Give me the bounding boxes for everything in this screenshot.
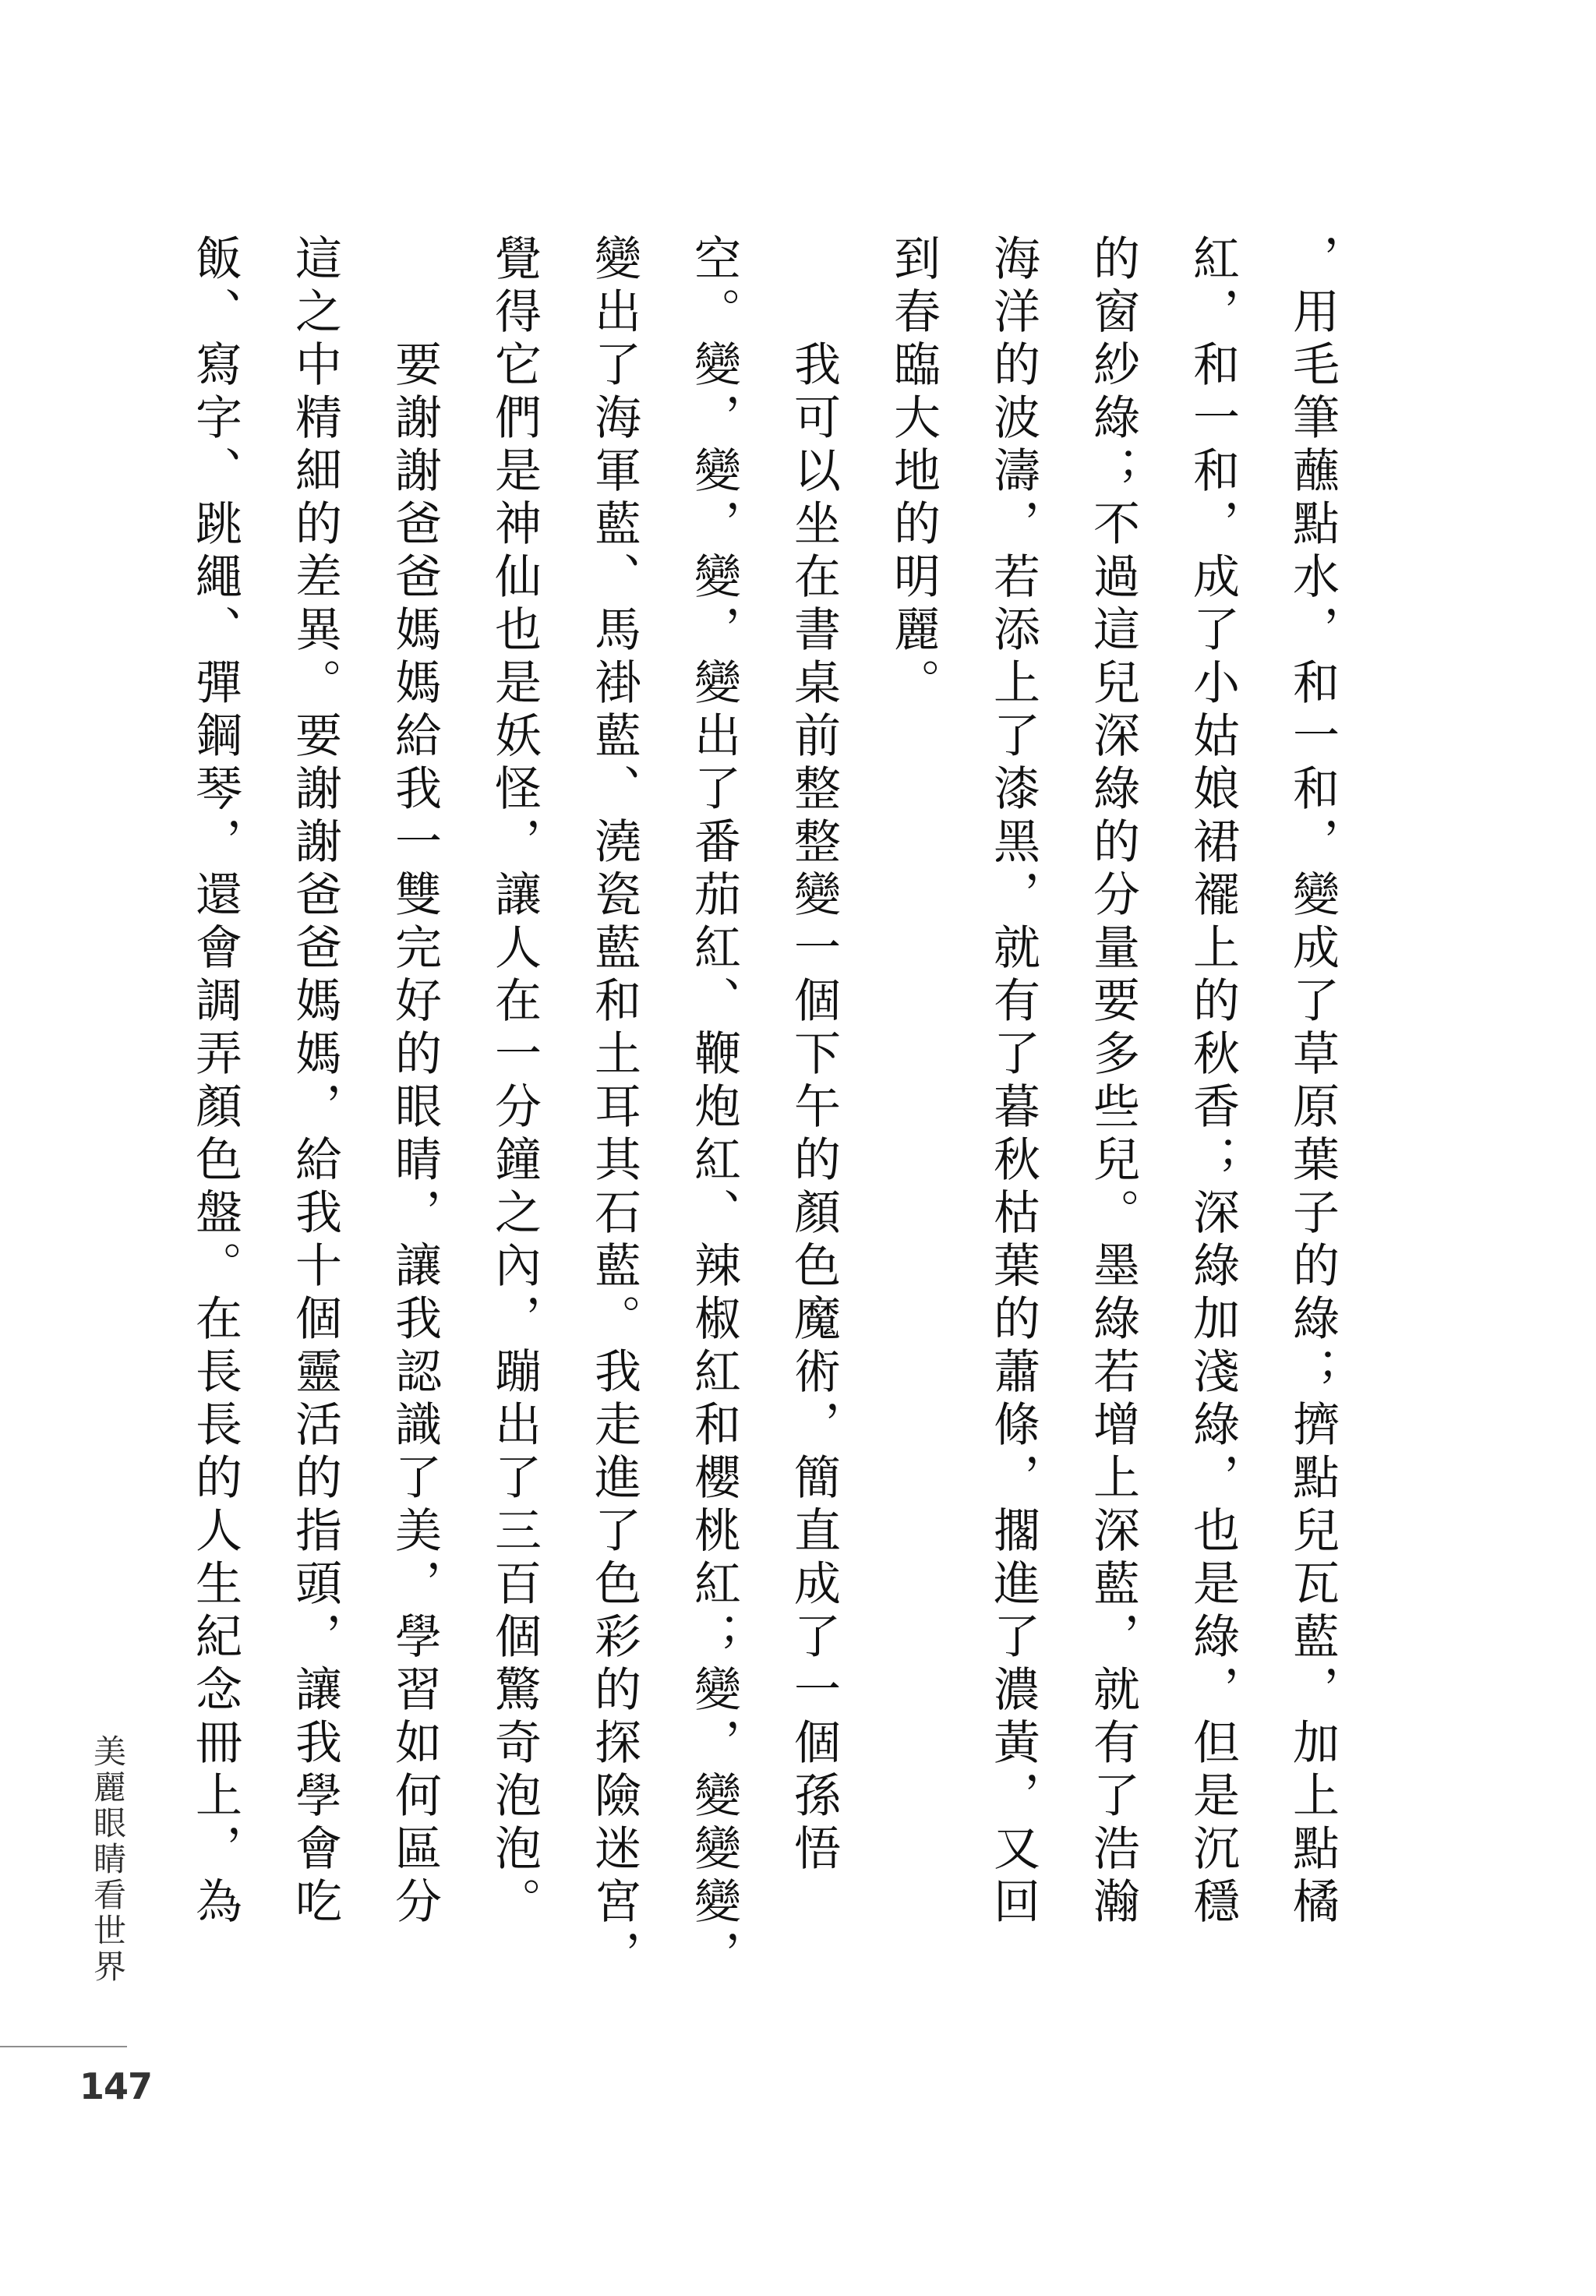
text-column-8: 變出了海軍藍、馬褂藍、澆瓷藍和土耳其石藍。我走進了色彩的探險迷宮， — [587, 234, 641, 1983]
body-text — [188, 234, 1362, 1983]
text-column-11: 這之中精細的差異。要謝謝爸爸媽媽，給我十個靈活的指頭，讓我學會吃 — [288, 234, 342, 1930]
text-column-2: 紅，和一和，成了小姑娘裙襬上的秋香；深綠加淺綠，也是綠，但是沉穩 — [1185, 234, 1240, 1930]
text-column-10: 要謝謝爸爸媽媽給我一雙完好的眼睛，讓我認識了美，學習如何區分 — [387, 340, 442, 1930]
text-column-6: 我可以坐在書桌前整整變一個下午的顏色魔術，簡直成了一個孫悟 — [786, 340, 841, 1877]
page-number: 147 — [79, 2065, 153, 2107]
page-rule — [0, 2046, 127, 2047]
text-column-1: ，用毛筆蘸點水，和一和，變成了草原葉子的綠；擠點兒瓦藍，加上點橘 — [1285, 234, 1340, 1930]
text-column-9: 覺得它們是神仙也是妖怪，讓人在一分鐘之內，蹦出了三百個驚奇泡泡。 — [487, 234, 542, 1930]
book-title: 美麗眼睛看世界 — [89, 1734, 127, 1985]
text-column-3: 的窗紗綠；不過這兒深綠的分量要多些兒。墨綠若增上深藍，就有了浩瀚 — [1086, 234, 1140, 1930]
text-column-7: 空。變，變，變，變出了番茄紅、鞭炮紅、辣椒紅和櫻桃紅；變，變變變， — [687, 234, 741, 1983]
text-column-4: 海洋的波濤，若添上了漆黑，就有了暮秋枯葉的蕭條，擱進了濃黃，又回 — [986, 234, 1040, 1930]
text-column-12: 飯、寫字、跳繩、彈鋼琴，還會調弄顏色盤。在長長的人生紀念冊上，為 — [188, 234, 242, 1930]
text-column-5: 到春臨大地的明麗。 — [886, 234, 941, 711]
